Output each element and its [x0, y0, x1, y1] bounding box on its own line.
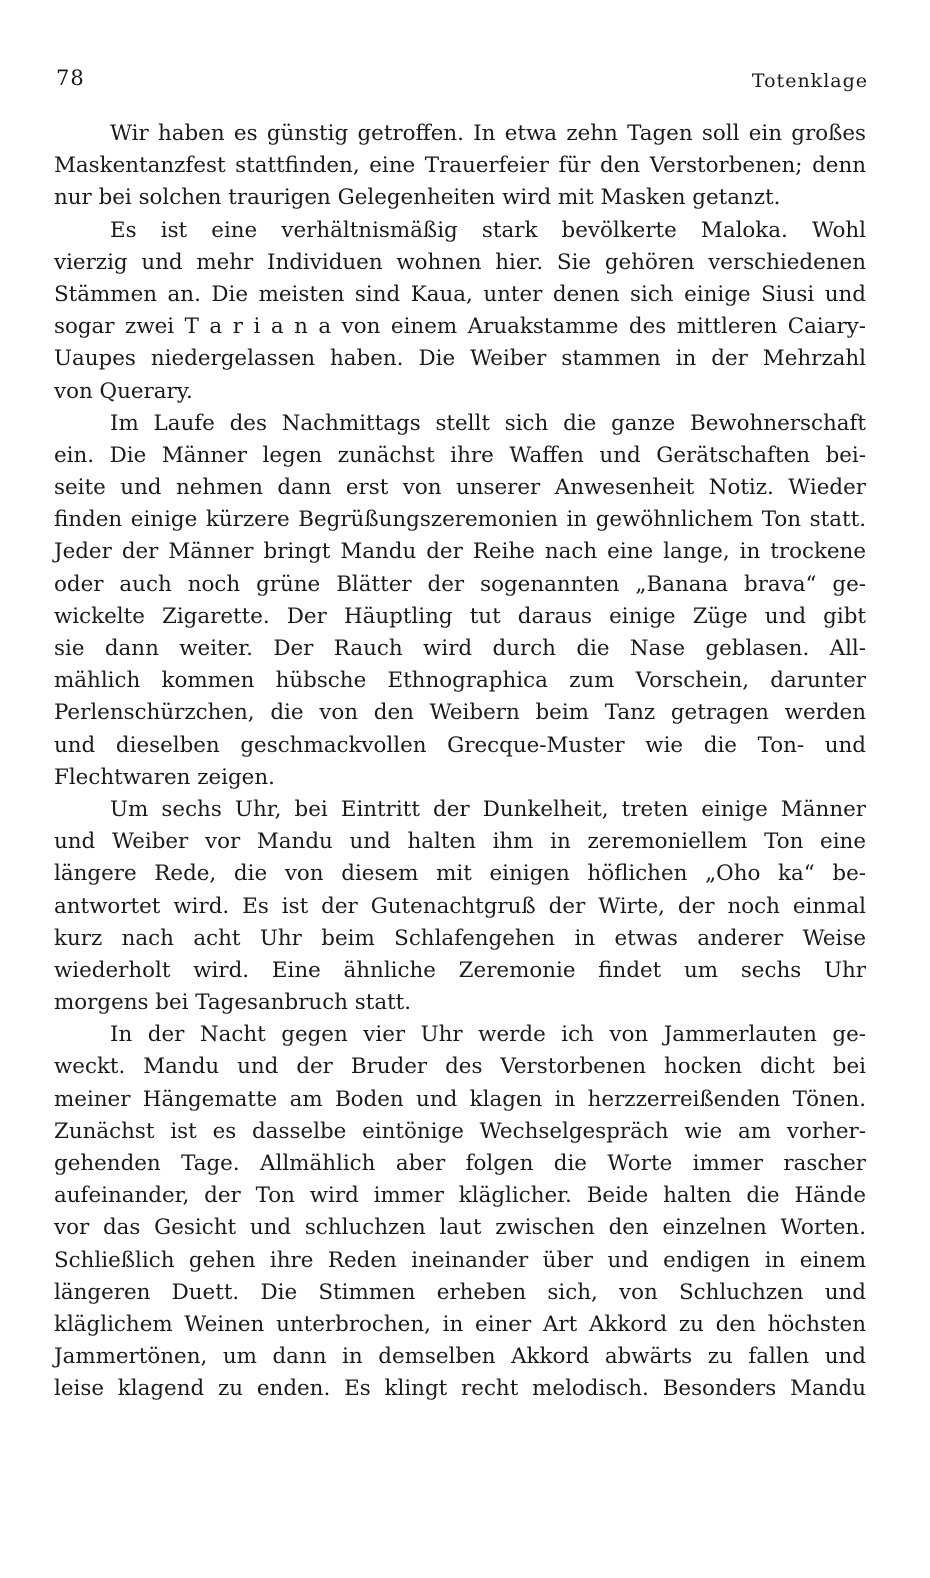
text-line: Perlenschürzchen, die von den Weibern beim Tanz getragen werden: [54, 700, 866, 726]
text-line: mählich kommen hübsche Ethnographica zum Vorschein, darunter: [54, 668, 866, 694]
text-line: nur bei solchen traurigen Gelegenheiten wird mit Masken getanzt.: [54, 185, 781, 211]
text-line: Zunächst ist es dasselbe eintönige Wechselgespräch wie am vorher-: [54, 1118, 866, 1144]
text-line: wickelte Zigarette. Der Häuptling tut daraus einige Züge und gibt: [54, 603, 866, 629]
text-line: kläglichem Weinen unterbrochen, in einer Art Akkord zu den höchsten: [54, 1311, 866, 1337]
text-line: von Querary.: [54, 378, 193, 404]
text-line: Jammertönen, um dann in demselben Akkord abwärts zu fallen und: [54, 1344, 866, 1370]
text-line: Um sechs Uhr, bei Eintritt der Dunkelheit, treten einige Männer: [110, 796, 866, 822]
text-line: Stämmen an. Die meisten sind Kaua, unter denen sich einige Siusi und: [54, 281, 866, 307]
text-line: weckt. Mandu und der Bruder des Verstorbenen hocken dicht bei: [54, 1054, 866, 1080]
text-line: ein. Die Männer legen zunächst ihre Waffen und Gerätschaften bei-: [54, 442, 866, 468]
body-text: [54, 118, 866, 1406]
text-line: Jeder der Männer bringt Mandu der Reihe nach eine lange, in trockene: [54, 539, 866, 565]
text-line: wiederholt wird. Eine ähnliche Zeremonie findet um sechs Uhr: [54, 957, 866, 983]
text-line: und dieselben geschmackvollen Grecque-Muster wie die Ton- und: [54, 732, 866, 758]
text-line: Flechtwaren zeigen.: [54, 764, 275, 790]
text-line: Im Laufe des Nachmittags stellt sich die ganze Bewohnerschaft: [110, 410, 866, 436]
text-line: sie dann weiter. Der Rauch wird durch die Nase geblasen. All-: [54, 636, 866, 661]
text-line: vierzig und mehr Individuen wohnen hier. Sie gehören verschiedenen: [54, 249, 866, 275]
text-line: vor das Gesicht und schluchzen laut zwischen den einzelnen Worten.: [54, 1215, 866, 1241]
text-line: morgens bei Tagesanbruch statt.: [54, 990, 412, 1016]
paragraph: [54, 118, 866, 215]
text-line: finden einige kürzere Begrüßungszeremonien in gewöhnlichem Ton statt.: [54, 507, 866, 533]
text-line: kurz nach acht Uhr beim Schlafengehen in etwas anderer Weise: [54, 925, 866, 951]
paragraph: [54, 794, 866, 1019]
paragraph: [54, 408, 866, 794]
text-line: Schließlich gehen ihre Reden ineinander über und endigen in einem: [54, 1247, 866, 1273]
text-line: oder auch noch grüne Blätter der sogenannten „Banana brava“ ge-: [54, 571, 866, 597]
text-line: sogar zwei T a r i a n a von einem Aruakstamme des mittleren Caiary-: [54, 314, 866, 340]
text-line: Wir haben es günstig getroffen. In etwa zehn Tagen soll ein großes: [110, 121, 866, 146]
text-line: aufeinander, der Ton wird immer kläglicher. Beide halten die Hände: [54, 1183, 866, 1209]
text-line: Es ist eine verhältnismäßig stark bevölkerte Maloka. Wohl: [110, 217, 866, 243]
running-head: Totenklage: [751, 70, 868, 92]
paragraph: [54, 1019, 866, 1405]
text-line: antwortet wird. Es ist der Gutenachtgruß der Wirte, der noch einmal: [54, 893, 866, 919]
text-line: längere Rede, die von diesem mit einigen höflichen „Oho ka“ be-: [54, 861, 866, 887]
text-line: leise klagend zu enden. Es klingt recht melodisch. Besonders Mandu: [54, 1376, 866, 1402]
text-line: längeren Duett. Die Stimmen erheben sich, von Schluchzen und: [54, 1279, 866, 1305]
text-line: meiner Hängematte am Boden und klagen in herzzerreißenden Tönen.: [54, 1086, 866, 1112]
text-line: Uaupes niedergelassen haben. Die Weiber stammen in der Mehrzahl: [54, 346, 866, 372]
paragraph: [54, 215, 866, 408]
text-line: In der Nacht gegen vier Uhr werde ich von Jammerlauten ge-: [110, 1022, 866, 1048]
text-line: Maskentanzfest stattfinden, eine Trauerfeier für den Verstorbenen; denn: [54, 153, 866, 179]
page-number: 78: [56, 66, 85, 90]
text-line: und Weiber vor Mandu und halten ihm in zeremoniellem Ton eine: [54, 829, 866, 855]
text-line: gehenden Tage. Allmählich aber folgen die Worte immer rascher: [54, 1151, 866, 1176]
text-line: seite und nehmen dann erst von unserer Anwesenheit Notiz. Wieder: [54, 475, 866, 501]
